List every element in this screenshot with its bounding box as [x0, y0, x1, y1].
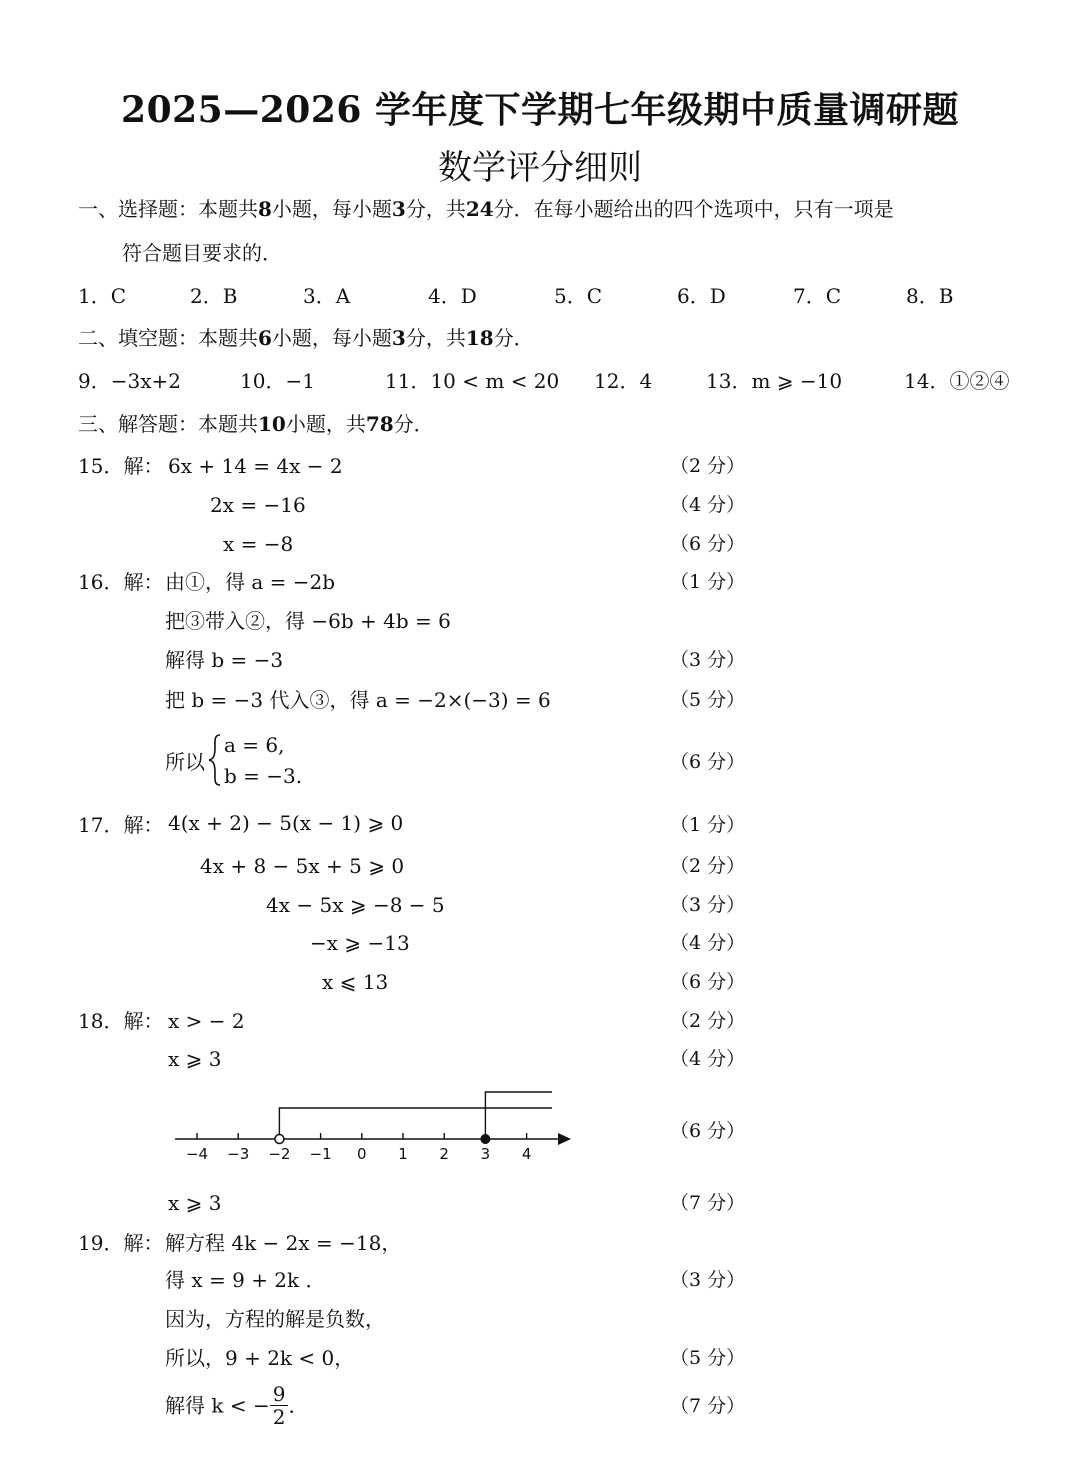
q19-step: 解方程 4k − 2x = −18， — [165, 1231, 402, 1255]
score: （3 分） — [670, 649, 746, 671]
brace-icon — [207, 733, 223, 787]
answer-13: 13．m ⩾ −10 — [706, 369, 843, 393]
q15-label: 15．解： — [78, 454, 164, 478]
tick-label: −2 — [268, 1145, 291, 1163]
tick-label: 3 — [480, 1145, 491, 1163]
score: （6 分） — [670, 533, 746, 555]
tick-label: −1 — [309, 1145, 332, 1163]
q18-label: 18．解： — [78, 1009, 164, 1033]
score: （4 分） — [670, 494, 746, 516]
section3-heading: 三、解答题：本题共10小题，共78分． — [78, 412, 434, 436]
answer-4: 4．D — [428, 284, 477, 308]
answer-10: 10．−1 — [240, 369, 315, 393]
q16-label: 16．解： — [78, 570, 164, 594]
answer-5: 5．C — [554, 284, 603, 308]
tick-label: 0 — [357, 1145, 367, 1163]
section2-heading: 二、填空题：本题共6小题，每小题3分，共18分． — [78, 326, 534, 350]
q17-step: 4x − 5x ⩾ −8 − 5 — [266, 893, 445, 917]
tick-label: 1 — [398, 1145, 408, 1163]
score: （6 分） — [670, 751, 746, 773]
q19-step: 得 x = 9 + 2k ． — [165, 1268, 326, 1292]
open-point — [275, 1135, 284, 1144]
score: （3 分） — [670, 1269, 746, 1291]
q17-label: 17．解： — [78, 813, 164, 837]
score: （4 分） — [670, 1048, 746, 1070]
score: （4 分） — [670, 932, 746, 954]
answer-1: 1．C — [78, 284, 127, 308]
tick-label: −3 — [227, 1145, 250, 1163]
q16-step: 由①，得 a = −2b — [165, 570, 336, 594]
q19-step: 因为，方程的解是负数， — [165, 1307, 385, 1331]
q15-step: x = −8 — [223, 532, 294, 556]
section1-heading-line2: 符合题目要求的． — [122, 241, 282, 265]
answer-6: 6．D — [677, 284, 726, 308]
q19-final: 解得 k < − $\frac{9}{2}$ ． — [165, 1382, 309, 1429]
answer-14: 14．①②④ — [904, 369, 1010, 393]
solution-bracket-open — [279, 1108, 552, 1135]
answer-7: 7．C — [793, 284, 842, 308]
tick-label: 4 — [521, 1145, 532, 1163]
score: （1 分） — [670, 571, 746, 593]
q16-system-line: a = 6, — [224, 733, 285, 757]
q15-step: 2x = −16 — [210, 493, 306, 517]
q16-step: 把 b = −3 代入③，得 a = −2×(−3) = 6 — [165, 688, 551, 712]
score: （2 分） — [670, 1010, 746, 1032]
score: （1 分） — [670, 814, 746, 836]
page-subtitle: 数学评分细则 — [438, 148, 642, 188]
q17-step: 4(x + 2) − 5(x − 1) ⩾ 0 — [168, 811, 404, 835]
q18-step: x ⩾ 3 — [168, 1047, 222, 1071]
score: （3 分） — [670, 894, 746, 916]
score: （2 分） — [670, 455, 746, 477]
section1-heading: 一、选择题：本题共8小题，每小题3分，共24分．在每小题给出的四个选项中，只有一项是 — [78, 197, 894, 221]
fraction: $\frac{9}{2}$ — [270, 1383, 289, 1428]
tick-label: −4 — [185, 1145, 209, 1163]
q18-final: x ⩾ 3 — [168, 1191, 222, 1215]
page-title: 2025—2026 学年度下学期七年级期中质量调研题 — [121, 89, 959, 131]
q19-step: 所以，9 + 2k < 0， — [165, 1346, 355, 1370]
score: （5 分） — [670, 1347, 746, 1369]
q16-conclusion-prefix: 所以 — [165, 750, 205, 774]
score: （2 分） — [670, 855, 746, 877]
score: （5 分） — [670, 689, 746, 711]
q16-step: 解得 b = −3 — [165, 648, 284, 672]
tick-label: 2 — [439, 1145, 449, 1163]
score: （6 分） — [670, 1120, 746, 1142]
answer-3: 3．A — [303, 284, 351, 308]
q19-label: 19．解： — [78, 1231, 164, 1255]
q18-step: x > − 2 — [168, 1009, 245, 1033]
answer-11: 11．10 < m < 20 — [385, 369, 560, 393]
q16-step: 把③带入②，得 −6b + 4b = 6 — [165, 609, 451, 633]
q16-system-line: b = −3. — [224, 764, 303, 788]
number-line — [160, 1080, 590, 1170]
answer-9: 9．−3x+2 — [78, 369, 181, 393]
score: （6 分） — [670, 971, 746, 993]
answer-2: 2．B — [190, 284, 238, 308]
answer-12: 12．4 — [594, 369, 653, 393]
answer-8: 8．B — [906, 284, 954, 308]
closed-point — [480, 1134, 490, 1144]
q17-step: x ⩽ 13 — [322, 970, 389, 994]
score: （7 分） — [670, 1192, 746, 1214]
q17-step: −x ⩾ −13 — [310, 931, 410, 955]
arrow-icon — [558, 1133, 571, 1145]
q15-step: 6x + 14 = 4x − 2 — [168, 454, 343, 478]
q17-step: 4x + 8 − 5x + 5 ⩾ 0 — [200, 854, 405, 878]
solution-bracket-closed — [485, 1092, 552, 1135]
score: （7 分） — [670, 1395, 746, 1417]
